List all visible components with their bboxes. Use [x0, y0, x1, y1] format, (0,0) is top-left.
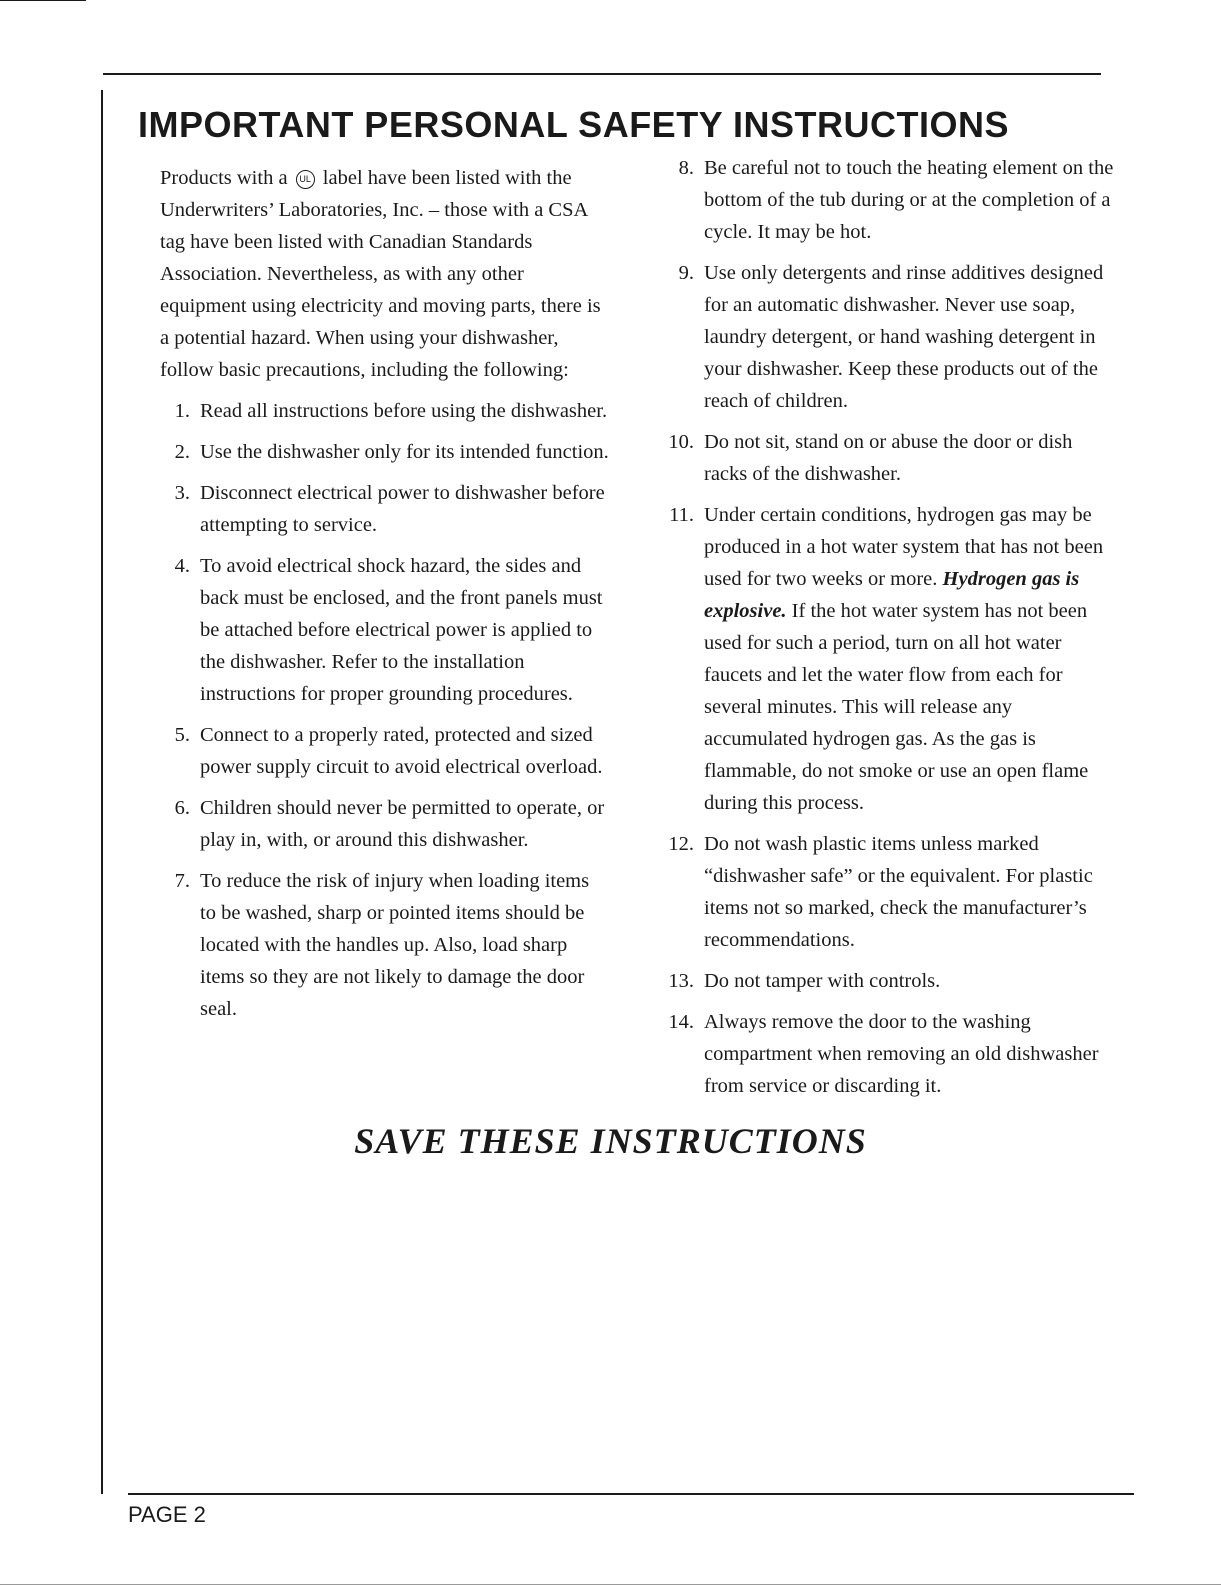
item-number: 12.: [668, 833, 694, 855]
instruction-item: [664, 152, 1119, 248]
instruction-item: [160, 395, 610, 427]
item-text: Do not tamper with controls.: [704, 970, 941, 992]
instruction-item: [160, 550, 610, 710]
item-number: 5.: [174, 724, 190, 746]
item-text: To avoid electrical shock hazard, the sides and back must be enclosed, and the front panels must be attached before electrical power is applied to the dishwasher. Refer to the installation instructions for proper grounding procedures.: [200, 555, 603, 705]
intro-paragraph: [160, 162, 610, 386]
top-left-rule: [0, 0, 86, 1]
instruction-item: [160, 477, 610, 541]
page-title: IMPORTANT PERSONAL SAFETY INSTRUCTIONS: [138, 104, 1010, 145]
bottom-rule: [128, 1493, 1134, 1495]
item-text: Be careful not to touch the heating element on the bottom of the tub during or at the completion of a cycle. It may be hot.: [704, 157, 1114, 243]
item-number: 1.: [174, 400, 190, 422]
item-number: 11.: [669, 504, 694, 526]
top-rule: [103, 73, 1101, 75]
instruction-item: [664, 1006, 1119, 1102]
item-number: 4.: [174, 555, 190, 577]
item-text: Use the dishwasher only for its intended function.: [200, 441, 609, 463]
instruction-item: [160, 719, 610, 783]
instruction-item: [160, 865, 610, 1025]
instruction-item: [664, 426, 1119, 490]
item-text: To reduce the risk of injury when loading items to be washed, sharp or pointed items should be located with the handles up. Also, load sharp items so they are not likely to damage the door seal.: [200, 870, 590, 1020]
item-number: 2.: [174, 441, 190, 463]
intro-text-before: Products with a: [160, 167, 288, 189]
item-text-continued: If the hot water system has not been used for such a period, turn on all hot water faucets and let the water flow from each for several minutes. This will release any accumulated hydrogen gas. As the gas is flammable, do not smoke or use an open flame during this process.: [704, 600, 1089, 814]
left-rule: [101, 90, 103, 1494]
item-number: 14.: [668, 1011, 694, 1033]
page-number: PAGE 2: [128, 1502, 206, 1527]
item-number: 7.: [174, 870, 190, 892]
left-column: [160, 162, 610, 1034]
item-number: 3.: [174, 482, 190, 504]
item-number: 13.: [668, 970, 694, 992]
item-text: Connect to a properly rated, protected and sized power supply circuit to avoid electrical overload.: [200, 724, 603, 778]
item-text: Children should never be permitted to operate, or play in, with, or around this dishwasher.: [200, 797, 605, 851]
item-text: Use only detergents and rinse additives designed for an automatic dishwasher. Never use soap, laundry detergent, or hand washing detergent in your dishwasher. Keep these products out of the reach of children.: [704, 262, 1104, 412]
item-number: 6.: [174, 797, 190, 819]
item-text: Do not sit, stand on or abuse the door or dish racks of the dishwasher.: [704, 431, 1073, 485]
item-text: Read all instructions before using the dishwasher.: [200, 400, 608, 422]
item-number: 8.: [678, 157, 694, 179]
right-column: [664, 152, 1119, 1111]
save-instructions-heading: SAVE THESE INSTRUCTIONS: [354, 1121, 867, 1161]
instruction-item: [664, 965, 1119, 997]
instruction-item: [160, 436, 610, 468]
instruction-list-right: [664, 152, 1119, 1102]
item-text: Always remove the door to the washing compartment when removing an old dishwasher from service or discarding it.: [704, 1011, 1099, 1097]
item-text: Disconnect electrical power to dishwasher before attempting to service.: [200, 482, 605, 536]
ul-listing-icon: UL: [296, 170, 315, 189]
instruction-item: [664, 828, 1119, 956]
instruction-list-left: [160, 395, 610, 1025]
instruction-item: [664, 499, 1119, 819]
hydrogen-warning: Hydrogen gas is explosive.: [704, 568, 1080, 622]
instruction-item: [160, 792, 610, 856]
instruction-item: [664, 257, 1119, 417]
intro-text-after: label have been listed with the Underwriters’ Laboratories, Inc. – those with a CSA tag have been listed with Canadian Standards Association. Nevertheless, as with any other equipment using electricity and moving parts, there is a potential hazard. When using your dishwasher, follow basic precautions, including the following:: [160, 167, 601, 381]
item-text: Do not wash plastic items unless marked “dishwasher safe” or the equivalent. For plastic items not so marked, check the manufacturer’s recommendations.: [704, 833, 1093, 951]
item-number: 9.: [678, 262, 694, 284]
item-number: 10.: [668, 431, 694, 453]
item-text: Under certain conditions, hydrogen gas may be produced in a hot water system that has not been used for two weeks or more.: [704, 504, 1104, 590]
